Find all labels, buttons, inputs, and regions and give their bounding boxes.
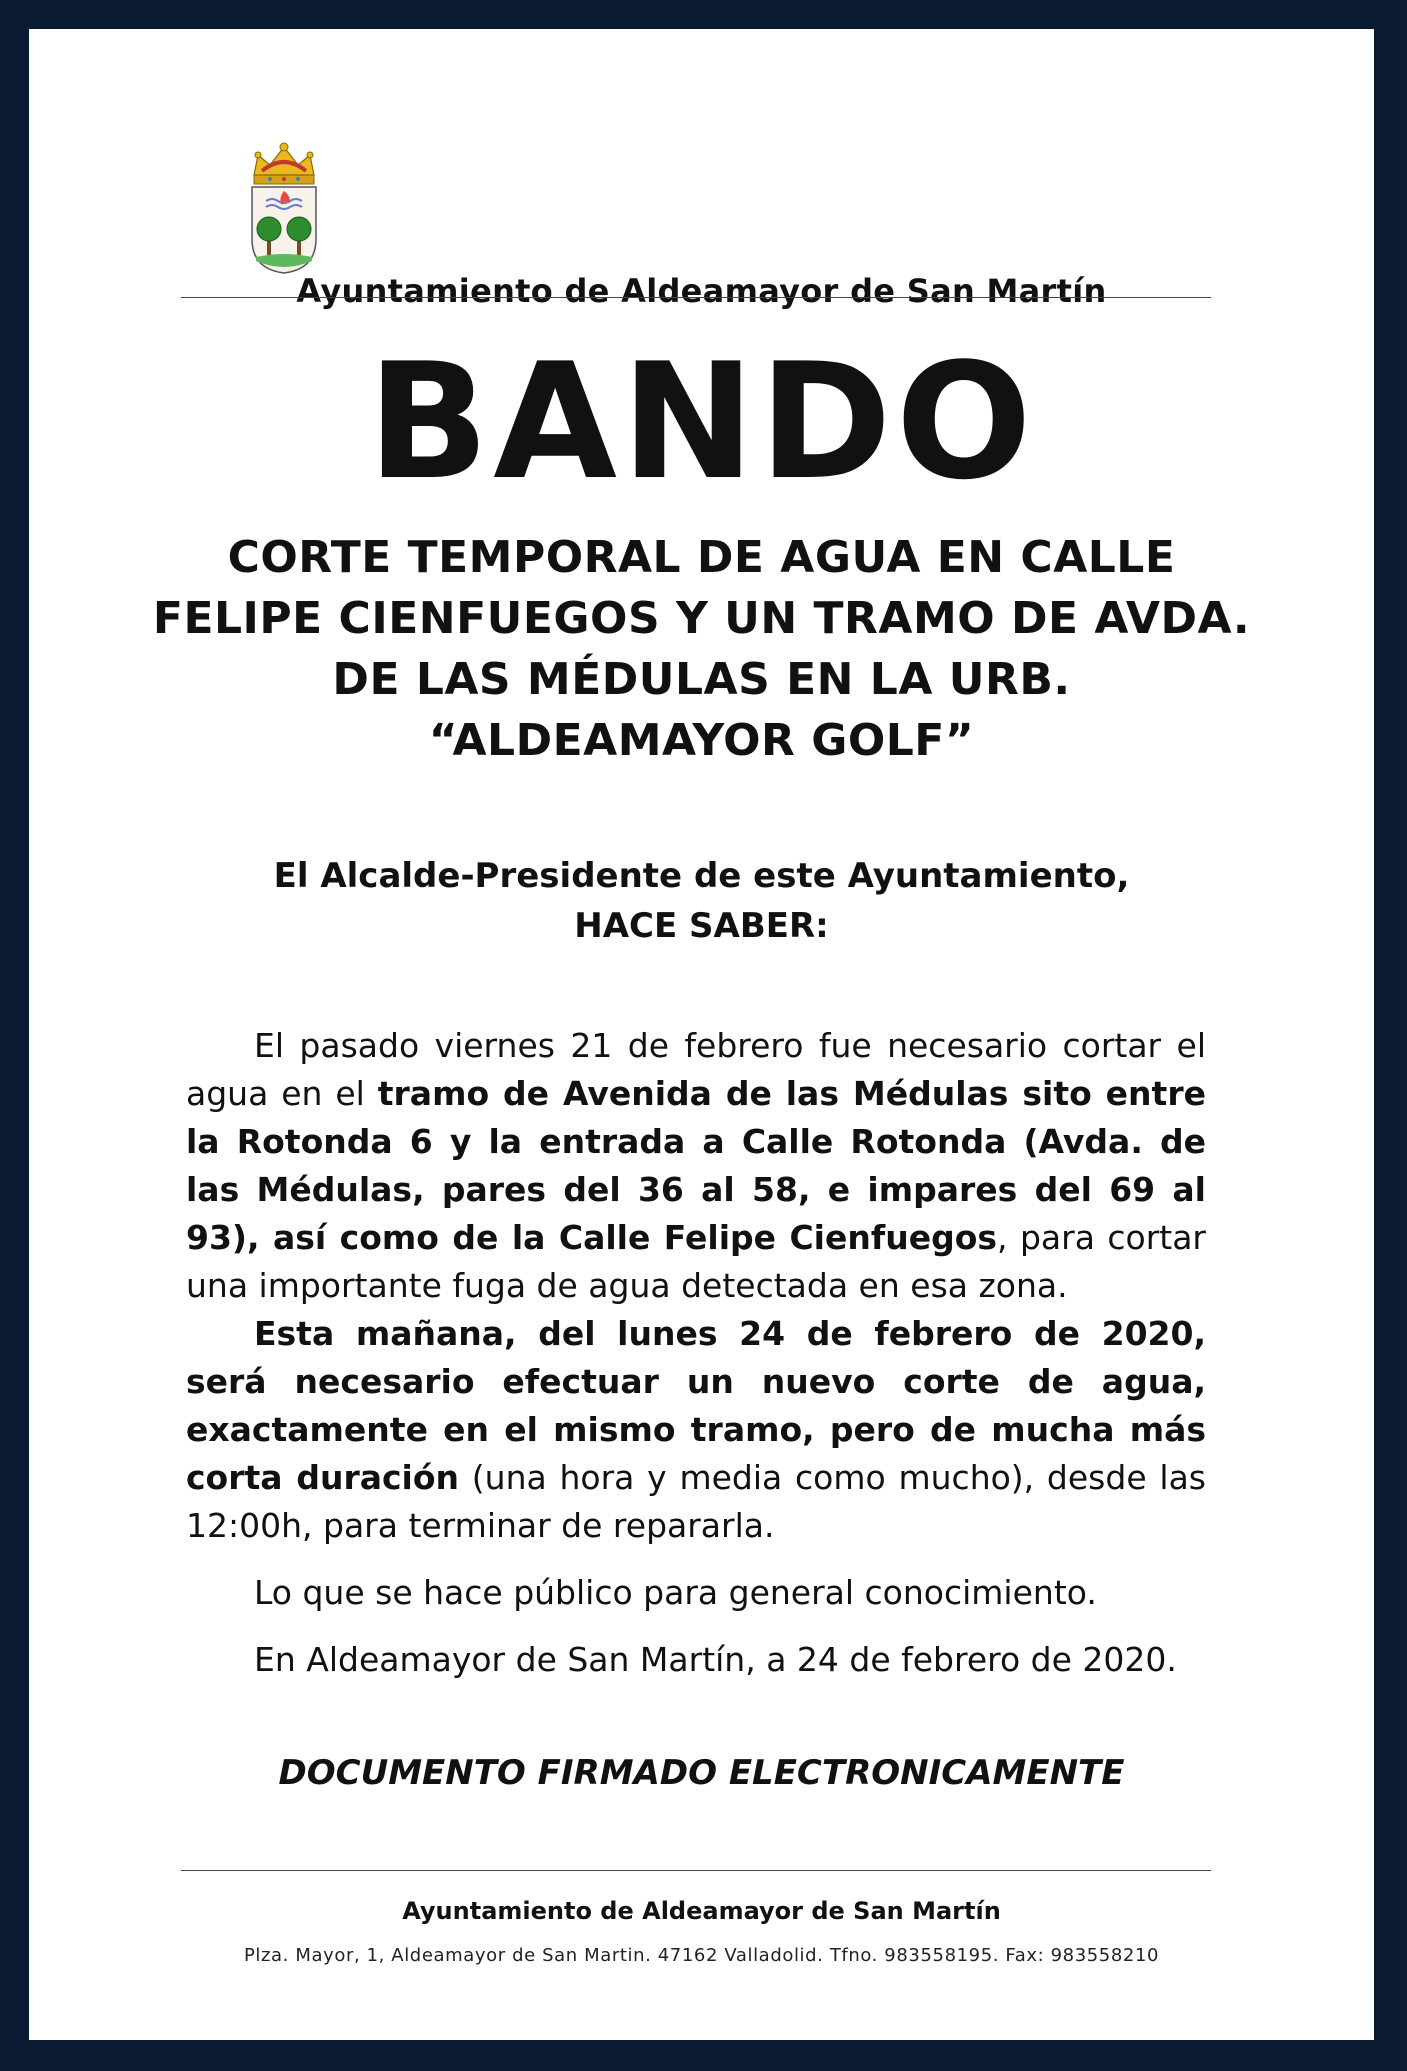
footer-address: Plza. Mayor, 1, Aldeamayor de San Martin. 47162 Valladolid. Tfno. 983558195. Fax: 983558210 bbox=[243, 1945, 1160, 1966]
footer-title: Ayuntamiento de Aldeamayor de San Martín bbox=[402, 1897, 1001, 1925]
paragraph-3: Lo que se hace público para general conocimiento. bbox=[254, 1573, 1097, 1612]
coat-of-arms-icon bbox=[244, 141, 324, 276]
document-page bbox=[29, 29, 1374, 2040]
notice-body bbox=[186, 1022, 1206, 1684]
paragraph-2: Esta mañana, del lunes 24 de febrero de 2020, será necesario efectuar un nuevo corte de agua, exactamente en el mismo tramo, pero de mucha más corta duración (una hora y media como mucho), desde las 12:00h, para terminar de repararla. bbox=[186, 1314, 1206, 1545]
date-line: En Aldeamayor de San Martín, a 24 de febrero de 2020. bbox=[254, 1640, 1177, 1679]
footer-divider bbox=[181, 1870, 1211, 1871]
announcement-line: HACE SABER: bbox=[574, 906, 829, 946]
paragraph-1: El pasado viernes 21 de febrero fue necesario cortar el agua en el tramo de Avenida de las Médulas sito entre la Rotonda 6 y la entrada a Calle Rotonda (Avda. de las Médulas, pares del 36 al 58, e impares del 69 al 93), así como de la Calle Felipe Cienfuegos, para cortar una importante fuga de agua detectada en esa zona. bbox=[186, 1026, 1206, 1305]
header-divider bbox=[181, 297, 1211, 298]
notice-subject: CORTE TEMPORAL DE AGUA EN CALLE FELIPE CIENFUEGOS Y UN TRAMO DE AVDA. DE LAS MÉDULAS EN LA URB. “ALDEAMAYOR GOLF” bbox=[152, 532, 1251, 766]
header-title: Ayuntamiento de Aldeamayor de San Martín bbox=[296, 272, 1107, 310]
mayor-line: El Alcalde-Presidente de este Ayuntamiento, bbox=[273, 856, 1130, 896]
mayor-statement bbox=[29, 851, 1374, 951]
signature-note: DOCUMENTO FIRMADO ELECTRONICAMENTE bbox=[278, 1753, 1125, 1793]
page-title: BANDO bbox=[367, 328, 1036, 515]
